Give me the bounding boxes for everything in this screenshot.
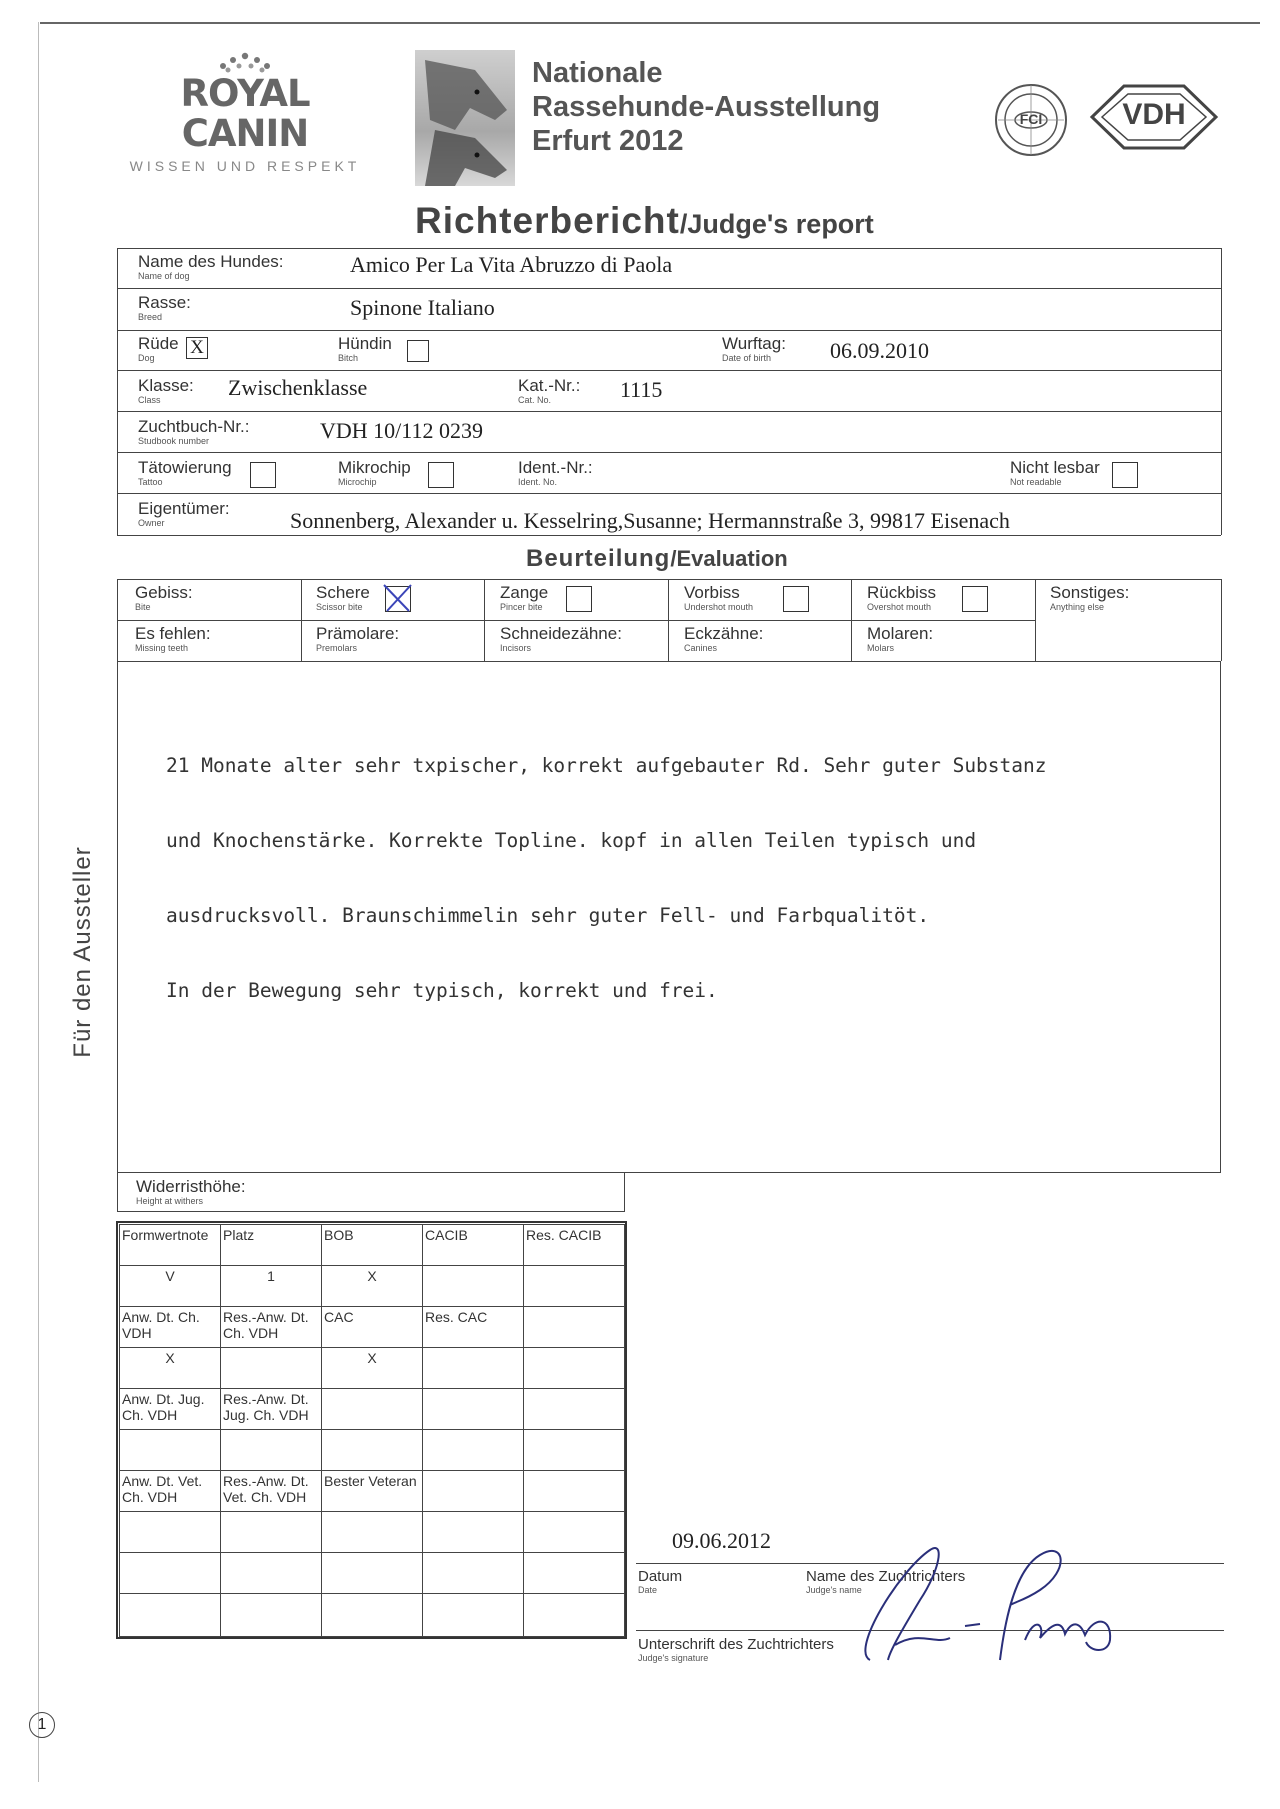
award-header: Bester Veteran bbox=[322, 1471, 423, 1512]
vdh-logo bbox=[1088, 82, 1220, 152]
dog-checkbox[interactable] bbox=[186, 337, 208, 359]
award-mark: V bbox=[120, 1266, 221, 1307]
award-cell bbox=[221, 1553, 322, 1594]
dog-name-value: Amico Per La Vita Abruzzo di Paola bbox=[350, 252, 673, 277]
scissor-cell: Schere Scissor bite bbox=[316, 583, 370, 612]
royal-canin-logo bbox=[120, 48, 370, 174]
award-header: Anw. Dt. Vet. Ch. VDH bbox=[120, 1471, 221, 1512]
award-cell bbox=[322, 1430, 423, 1471]
tattoo-label: Tätowierung Tattoo bbox=[138, 458, 232, 487]
title-sub: /Judge's report bbox=[679, 209, 874, 239]
unreadable-checkbox[interactable] bbox=[1112, 462, 1138, 488]
bitch-checkbox[interactable] bbox=[407, 340, 429, 362]
side-text: Für den Aussteller bbox=[69, 846, 96, 1058]
evaluation-line-3: ausdrucksvoll. Braunschimmelin sehr guter Fell- und Farbqualitöt. bbox=[166, 904, 930, 927]
evaluation-title: Beurteilung/Evaluation bbox=[526, 545, 788, 572]
award-cell bbox=[524, 1512, 625, 1553]
undershot-cell: Vorbiss Undershot mouth bbox=[684, 583, 754, 612]
owner-label: Eigentümer: Owner bbox=[138, 499, 230, 528]
premolars-cell: Prämolare: Premolars bbox=[316, 624, 400, 653]
page-top-edge bbox=[40, 22, 1260, 24]
brand-tagline: WISSEN UND RESPEKT bbox=[129, 158, 361, 174]
missing-teeth-cell: Es fehlen: Missing teeth bbox=[135, 624, 211, 653]
award-header: CAC bbox=[322, 1307, 423, 1348]
date-label: Datum Date bbox=[638, 1568, 683, 1595]
undershot-checkbox[interactable] bbox=[783, 586, 809, 612]
award-mark: 1 bbox=[221, 1266, 322, 1307]
page-title bbox=[415, 200, 1015, 242]
award-header bbox=[524, 1307, 625, 1348]
cat-value: 1115 bbox=[620, 377, 663, 402]
award-cell bbox=[423, 1553, 524, 1594]
pincer-checkbox[interactable] bbox=[566, 586, 592, 612]
awards-table bbox=[119, 1224, 625, 1637]
dob-label: Wurftag: Date of birth bbox=[722, 334, 786, 363]
award-header: BOB bbox=[322, 1225, 423, 1266]
award-header: Res. CACIB bbox=[524, 1225, 625, 1266]
award-cell bbox=[120, 1553, 221, 1594]
vdh-label: VDH bbox=[1122, 98, 1186, 131]
cat-label: Kat.-Nr.: Cat. No. bbox=[518, 376, 581, 405]
award-cell bbox=[524, 1553, 625, 1594]
molars-cell: Molaren: Molars bbox=[867, 624, 934, 653]
award-header: Res.-Anw. Dt. Ch. VDH bbox=[221, 1307, 322, 1348]
award-mark: X bbox=[322, 1266, 423, 1307]
award-cell bbox=[221, 1430, 322, 1471]
canines-cell: Eckzähne: Canines bbox=[684, 624, 764, 653]
dog-checkbox-mark: X bbox=[190, 337, 204, 358]
class-value: Zwischenklasse bbox=[228, 375, 368, 400]
award-header: Res.-Anw. Dt. Vet. Ch. VDH bbox=[221, 1471, 322, 1512]
title-main: Richterbericht bbox=[415, 200, 680, 241]
crown-icon bbox=[215, 48, 275, 74]
award-cell bbox=[423, 1430, 524, 1471]
evaluation-text bbox=[166, 703, 1047, 1028]
award-header bbox=[524, 1389, 625, 1430]
breed-value: Spinone Italiano bbox=[350, 295, 495, 320]
award-header: Anw. Dt. Jug. Ch. VDH bbox=[120, 1389, 221, 1430]
award-cell bbox=[120, 1594, 221, 1637]
fci-logo bbox=[993, 82, 1069, 158]
studbook-label: Zuchtbuch-Nr.: Studbook number bbox=[138, 417, 250, 446]
evaluation-line-1: 21 Monate alter sehr txpischer, korrekt aufgebauter Rd. Sehr guter Substanz bbox=[166, 754, 1047, 777]
award-header bbox=[423, 1471, 524, 1512]
check-x-icon bbox=[381, 581, 415, 615]
signature-label: Unterschrift des Zuchtrichters Judge's signature bbox=[638, 1636, 834, 1663]
award-header bbox=[423, 1389, 524, 1430]
award-cell bbox=[120, 1430, 221, 1471]
microchip-label: Mikrochip Microchip bbox=[338, 458, 411, 487]
evaluation-line-2: und Knochenstärke. Korrekte Topline. kopf in allen Teilen typisch und bbox=[166, 829, 977, 852]
microchip-checkbox[interactable] bbox=[428, 462, 454, 488]
ident-label: Ident.-Nr.: Ident. No. bbox=[518, 458, 593, 487]
unreadable-label: Nicht lesbar Not readable bbox=[1010, 458, 1100, 487]
overshot-cell: Rückbiss Overshot mouth bbox=[867, 583, 936, 612]
owner-value: Sonnenberg, Alexander u. Kesselring,Susanne; Hermannstraße 3, 99817 Eisenach bbox=[290, 508, 1010, 533]
award-mark: X bbox=[322, 1348, 423, 1389]
class-label: Klasse: Class bbox=[138, 376, 194, 405]
bitch-label: Hündin Bitch bbox=[338, 334, 392, 363]
breed-label: Rasse: Breed bbox=[138, 293, 191, 322]
overshot-checkbox[interactable] bbox=[962, 586, 988, 612]
evaluation-line-4: In der Bewegung sehr typisch, korrekt und frei. bbox=[166, 979, 718, 1002]
bite-cell: Gebiss: Bite bbox=[135, 583, 193, 612]
page-number: 1 bbox=[29, 1712, 55, 1738]
award-mark bbox=[524, 1348, 625, 1389]
other-cell: Sonstiges: Anything else bbox=[1050, 583, 1130, 612]
award-header: Formwertnote bbox=[120, 1225, 221, 1266]
dog-sex-label: Rüde Dog bbox=[138, 334, 179, 363]
name-label: Name des Hundes: Name of dog bbox=[138, 252, 284, 281]
pincer-cell: Zange Pincer bite bbox=[500, 583, 549, 612]
award-mark bbox=[423, 1348, 524, 1389]
award-cell bbox=[221, 1512, 322, 1553]
studbook-value: VDH 10/112 0239 bbox=[320, 418, 483, 443]
award-header: Platz bbox=[221, 1225, 322, 1266]
award-header bbox=[322, 1389, 423, 1430]
award-cell bbox=[322, 1512, 423, 1553]
award-mark bbox=[423, 1266, 524, 1307]
award-cell bbox=[322, 1553, 423, 1594]
event-line-3: Erfurt 2012 bbox=[532, 125, 684, 157]
dog-photo bbox=[415, 50, 515, 186]
event-line-1: Nationale bbox=[532, 57, 663, 89]
award-header: Res. CAC bbox=[423, 1307, 524, 1348]
judge-signature bbox=[840, 1530, 1140, 1680]
award-cell bbox=[322, 1594, 423, 1637]
award-header bbox=[524, 1471, 625, 1512]
award-header: Res.-Anw. Dt. Jug. Ch. VDH bbox=[221, 1389, 322, 1430]
judge-name-label: Name des Zuchtrichters Judge's name bbox=[806, 1568, 966, 1595]
award-cell bbox=[524, 1594, 625, 1637]
award-cell bbox=[221, 1594, 322, 1637]
award-header: CACIB bbox=[423, 1225, 524, 1266]
award-cell bbox=[423, 1594, 524, 1637]
award-cell bbox=[524, 1430, 625, 1471]
brand-name: ROYAL CANIN bbox=[180, 72, 310, 155]
withers-label: Widerristhöhe: Height at withers bbox=[136, 1177, 246, 1206]
award-mark: X bbox=[120, 1348, 221, 1389]
date-value: 09.06.2012 bbox=[672, 1528, 771, 1553]
incisors-cell: Schneidezähne: Incisors bbox=[500, 624, 622, 653]
fci-label: FCI bbox=[1019, 111, 1043, 127]
award-header: Anw. Dt. Ch. VDH bbox=[120, 1307, 221, 1348]
scissor-checkbox[interactable] bbox=[385, 586, 411, 612]
page-left-edge bbox=[38, 22, 39, 1782]
event-line-2: Rassehunde-Ausstellung bbox=[532, 91, 881, 123]
event-title bbox=[532, 56, 892, 158]
award-mark bbox=[524, 1266, 625, 1307]
tattoo-checkbox[interactable] bbox=[250, 462, 276, 488]
dob-value: 06.09.2010 bbox=[830, 338, 929, 363]
award-cell bbox=[120, 1512, 221, 1553]
award-cell bbox=[423, 1512, 524, 1553]
award-mark bbox=[221, 1348, 322, 1389]
